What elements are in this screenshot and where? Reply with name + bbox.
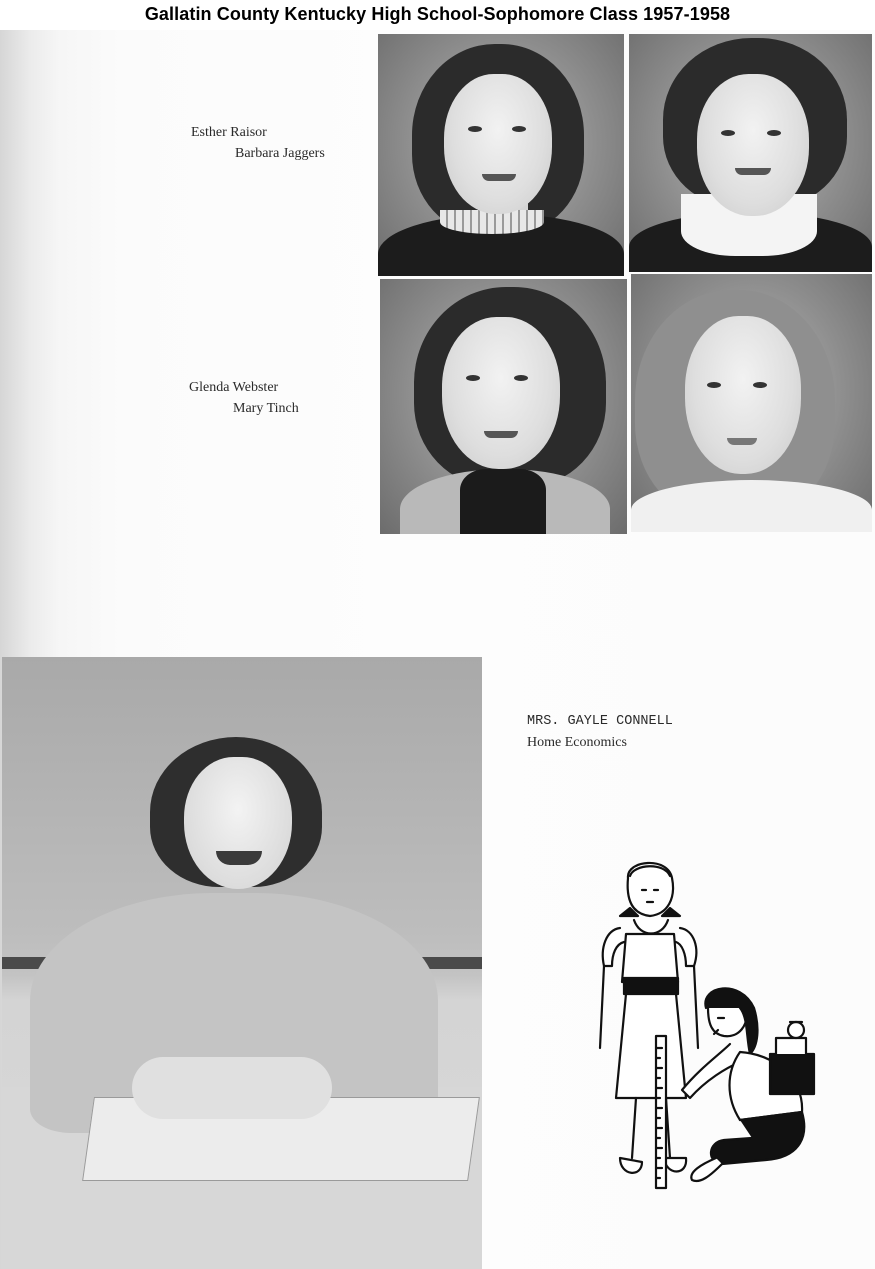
student-name: Barbara Jaggers: [235, 146, 325, 161]
student-portrait: [629, 34, 872, 272]
student-portrait: [631, 274, 872, 532]
caption-group-2: [189, 377, 299, 419]
page-title: Gallatin County Kentucky High School-Sophomore Class 1957-1958: [144, 3, 731, 24]
student-portrait: [378, 34, 624, 276]
teacher-caption: [527, 711, 673, 753]
student-name: Esther Raisor: [191, 125, 267, 140]
student-name: Glenda Webster: [189, 380, 279, 395]
teacher-subject: Home Economics: [527, 735, 627, 750]
teacher-name: MRS. GAYLE CONNELL: [527, 714, 673, 729]
sewing-fitting-illustration: [590, 858, 830, 1203]
student-name: Mary Tinch: [233, 401, 299, 416]
teacher-photo: [2, 657, 482, 1269]
header-bar: [0, 0, 875, 28]
student-portrait: [380, 279, 627, 534]
caption-group-1: [191, 122, 325, 164]
